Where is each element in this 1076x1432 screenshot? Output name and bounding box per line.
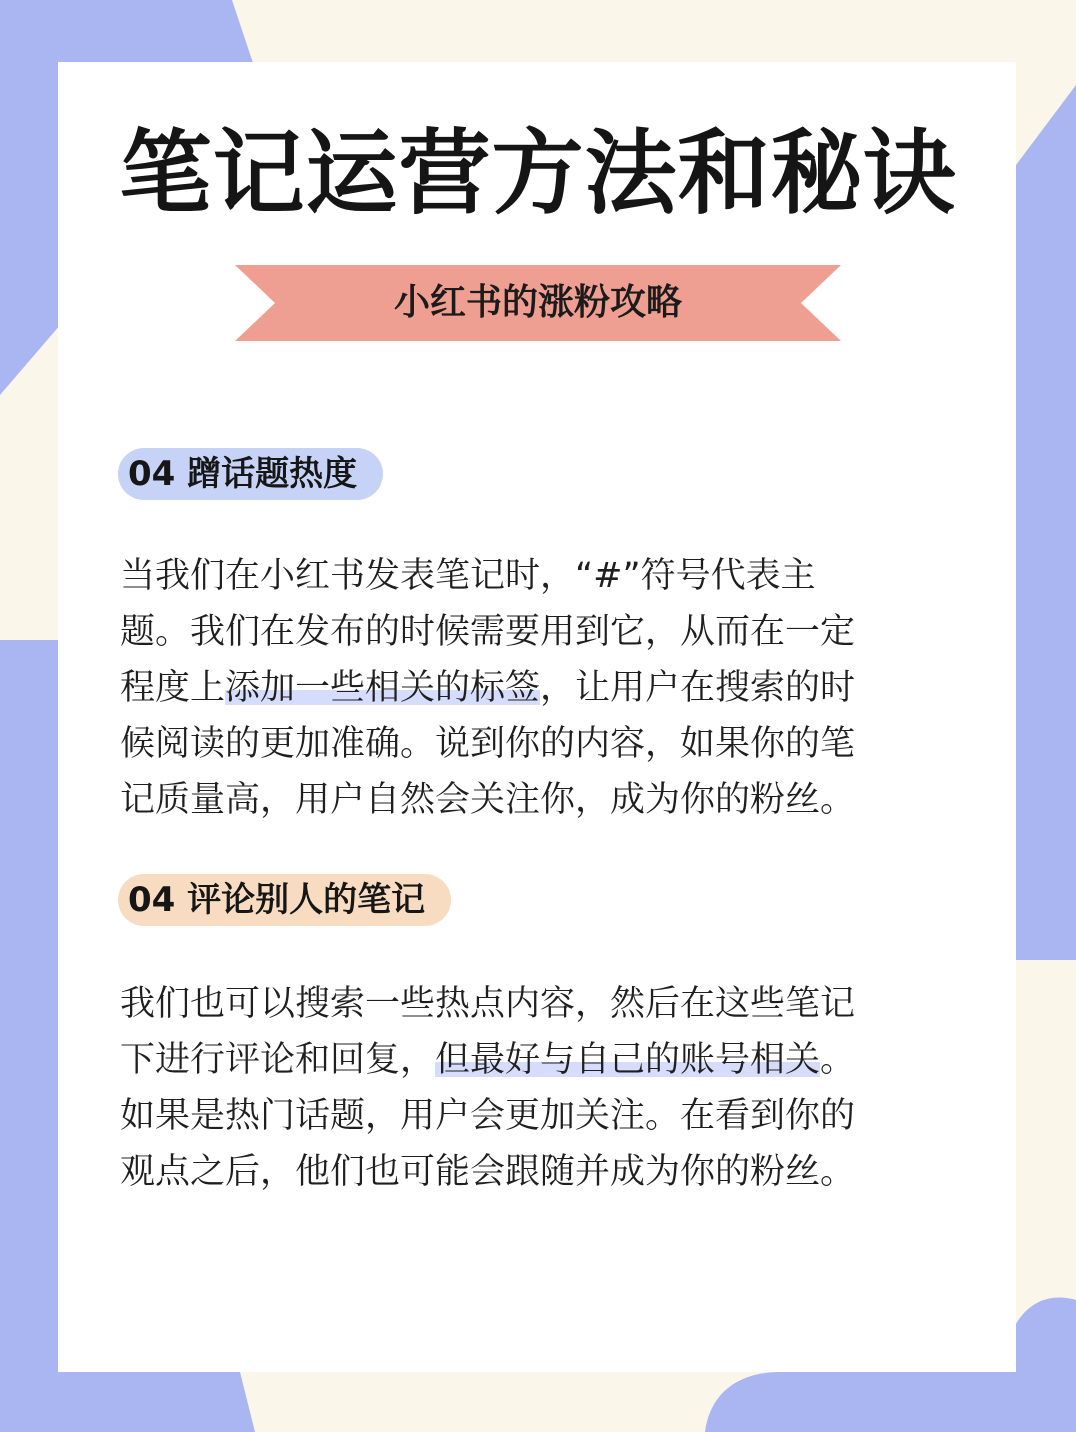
- section-paragraph-topic-heat: [120, 548, 966, 828]
- paragraph-line: 如果是热门话题，用户会更加关注。在看到你的: [120, 1096, 856, 1136]
- section-heading-comment-notes: 04 评论别人的笔记: [118, 874, 451, 926]
- paragraph-line: 程度上添加一些相关的标签，让用户在搜索的时: [120, 668, 856, 708]
- section-paragraph-comment-notes: [120, 976, 966, 1200]
- paragraph-line: 候阅读的更加准确。说到你的内容，如果你的笔: [120, 724, 856, 764]
- page-title: 笔记运营方法和秘诀: [119, 119, 957, 227]
- paragraph-line: 记质量高，用户自然会关注你，成为你的粉丝。: [120, 780, 856, 820]
- highlighted-text: 但最好与自己的账号相关: [435, 1040, 821, 1080]
- paragraph-line: 下进行评论和回复，但最好与自己的账号相关。: [120, 1040, 856, 1080]
- subtitle-ribbon: [235, 265, 841, 341]
- paragraph-line: 题。我们在发布的时候需要用到它，从而在一定: [120, 612, 856, 652]
- paragraph-line: 观点之后，他们也可能会跟随并成为你的粉丝。: [120, 1152, 856, 1192]
- paragraph-line: 当我们在小红书发表笔记时，“#”符号代表主: [120, 556, 816, 596]
- paragraph-line: 我们也可以搜索一些热点内容，然后在这些笔记: [120, 984, 856, 1024]
- highlighted-text: 添加一些相关的标签: [225, 668, 541, 708]
- section-heading-topic-heat: 04 蹭话题热度: [118, 448, 383, 500]
- subtitle: 小红书的涨粉攻略: [393, 282, 682, 323]
